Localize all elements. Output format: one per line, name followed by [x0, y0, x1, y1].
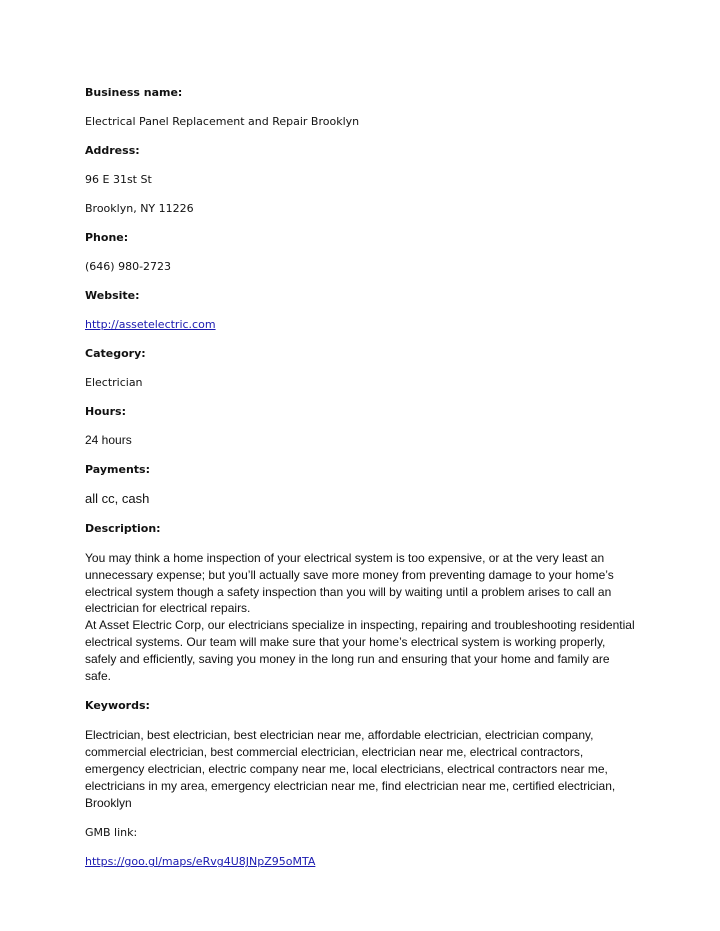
website-row — [85, 317, 637, 332]
description-paragraph-2: At Asset Electric Corp, our electricians specialize in inspecting, repairing and troubleshooting residential electrical systems. Our team will make sure that your home’s electrical system is working properly, safely and efficiently, saving you money in the long run and ensuring that your home and family are safe. — [85, 618, 635, 683]
category-label: Category: — [85, 347, 146, 360]
business-name-value: Electrical Panel Replacement and Repair Brooklyn — [85, 115, 360, 128]
payments-value: all cc, cash — [85, 491, 150, 506]
business-name-label: Business name: — [85, 86, 183, 99]
description-paragraph-1: You may think a home inspection of your electrical system is too expensive, or at the very least an unnecessary expense; but you’ll actually save more money from preventing damage to your home’s electrical system though a safety inspection than you will by waiting until a problem arises to call an electrician for electrical repairs. — [85, 551, 614, 616]
phone-value: (646) 980-2723 — [85, 260, 172, 273]
website-link[interactable]: http://assetelectric.com — [85, 318, 216, 331]
gmb-link[interactable]: https://goo.gl/maps/eRvg4U8JNpZ95oMTA — [85, 855, 316, 869]
description-block — [85, 550, 637, 684]
category-value: Electrician — [85, 376, 143, 389]
address-line1: 96 E 31st St — [85, 173, 152, 186]
hours-value: 24 hours — [85, 433, 132, 447]
hours-label: Hours: — [85, 405, 126, 418]
payments-label: Payments: — [85, 463, 150, 476]
address-line2: Brooklyn, NY 11226 — [85, 202, 194, 215]
description-label: Description: — [85, 522, 161, 535]
keywords-text: Electrician, best electrician, best electrician near me, affordable electrician, electrician company, commercial electrician, best commercial electrician, electrician near me, electrical contractors, emergency electrician, electric company near me, local electricians, electrical contractors near me, electricians in my area, emergency electrician near me, find electrician near me, certified electrician, Brooklyn — [85, 728, 616, 810]
keywords-label: Keywords: — [85, 699, 150, 713]
gmb-row — [85, 854, 637, 869]
gmb-label: GMB link: — [85, 826, 138, 840]
website-label: Website: — [85, 289, 140, 302]
keywords-block — [85, 727, 637, 811]
document-body — [85, 85, 637, 883]
phone-label: Phone: — [85, 231, 129, 244]
address-label: Address: — [85, 144, 140, 157]
